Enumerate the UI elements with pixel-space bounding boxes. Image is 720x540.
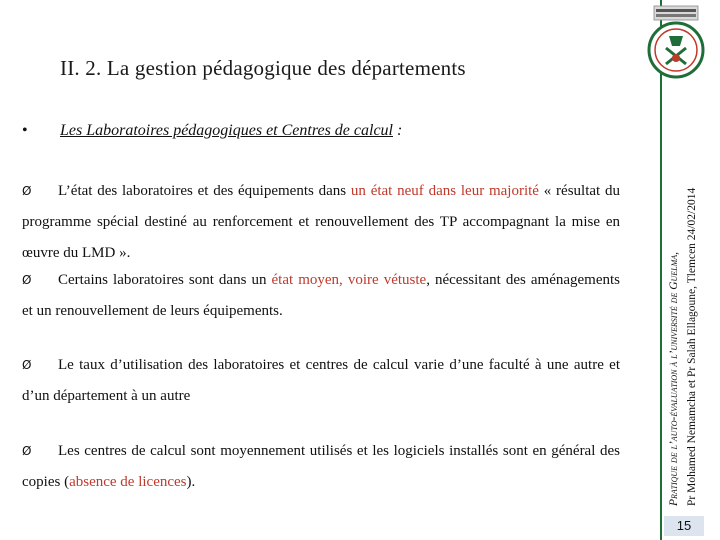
sidebar-title: Pratique de l’auto-évaluation à l’université de Guelma, [668,251,680,506]
section-heading: Les Laboratoires pédagogiques et Centres de calcul : [60,122,403,139]
page-title: II. 2. La gestion pédagogique des départements [60,56,466,80]
arrow-bullet-icon: Ø [22,358,32,372]
paragraph-1: Ø L’état des laboratoires et des équipements dans un état neuf dans leur majorité « résultat du programme spécial destiné au renforcement et renouvellement des TP accompagnant la mise en œuvre du LMD ». [22,176,620,269]
page-number: 15 [664,516,704,536]
arrow-bullet-icon: Ø [22,273,32,287]
bullet-icon: • [22,122,28,139]
arrow-bullet-icon: Ø [22,444,32,458]
paragraph-3: Ø Le taux d’utilisation des laboratoires et centres de calcul varie d’une faculté à une autre et d’un département à un autre [22,350,620,412]
paragraph-2: Ø Certains laboratoires sont dans un état moyen, voire vétuste, nécessitant des aménagements et un renouvellement de leurs équipements. [22,265,620,327]
sidebar-credits [660,58,720,508]
arrow-bullet-icon: Ø [22,184,32,198]
sidebar-authors: Pr Mohamed Nemamcha et Pr Salah Ellagoune, Tlemcen 24/02/2014 [686,187,698,506]
paragraph-4: Ø Les centres de calcul sont moyennement utilisés et les logiciels installés sont en général des copies (absence de licences). [22,436,620,498]
